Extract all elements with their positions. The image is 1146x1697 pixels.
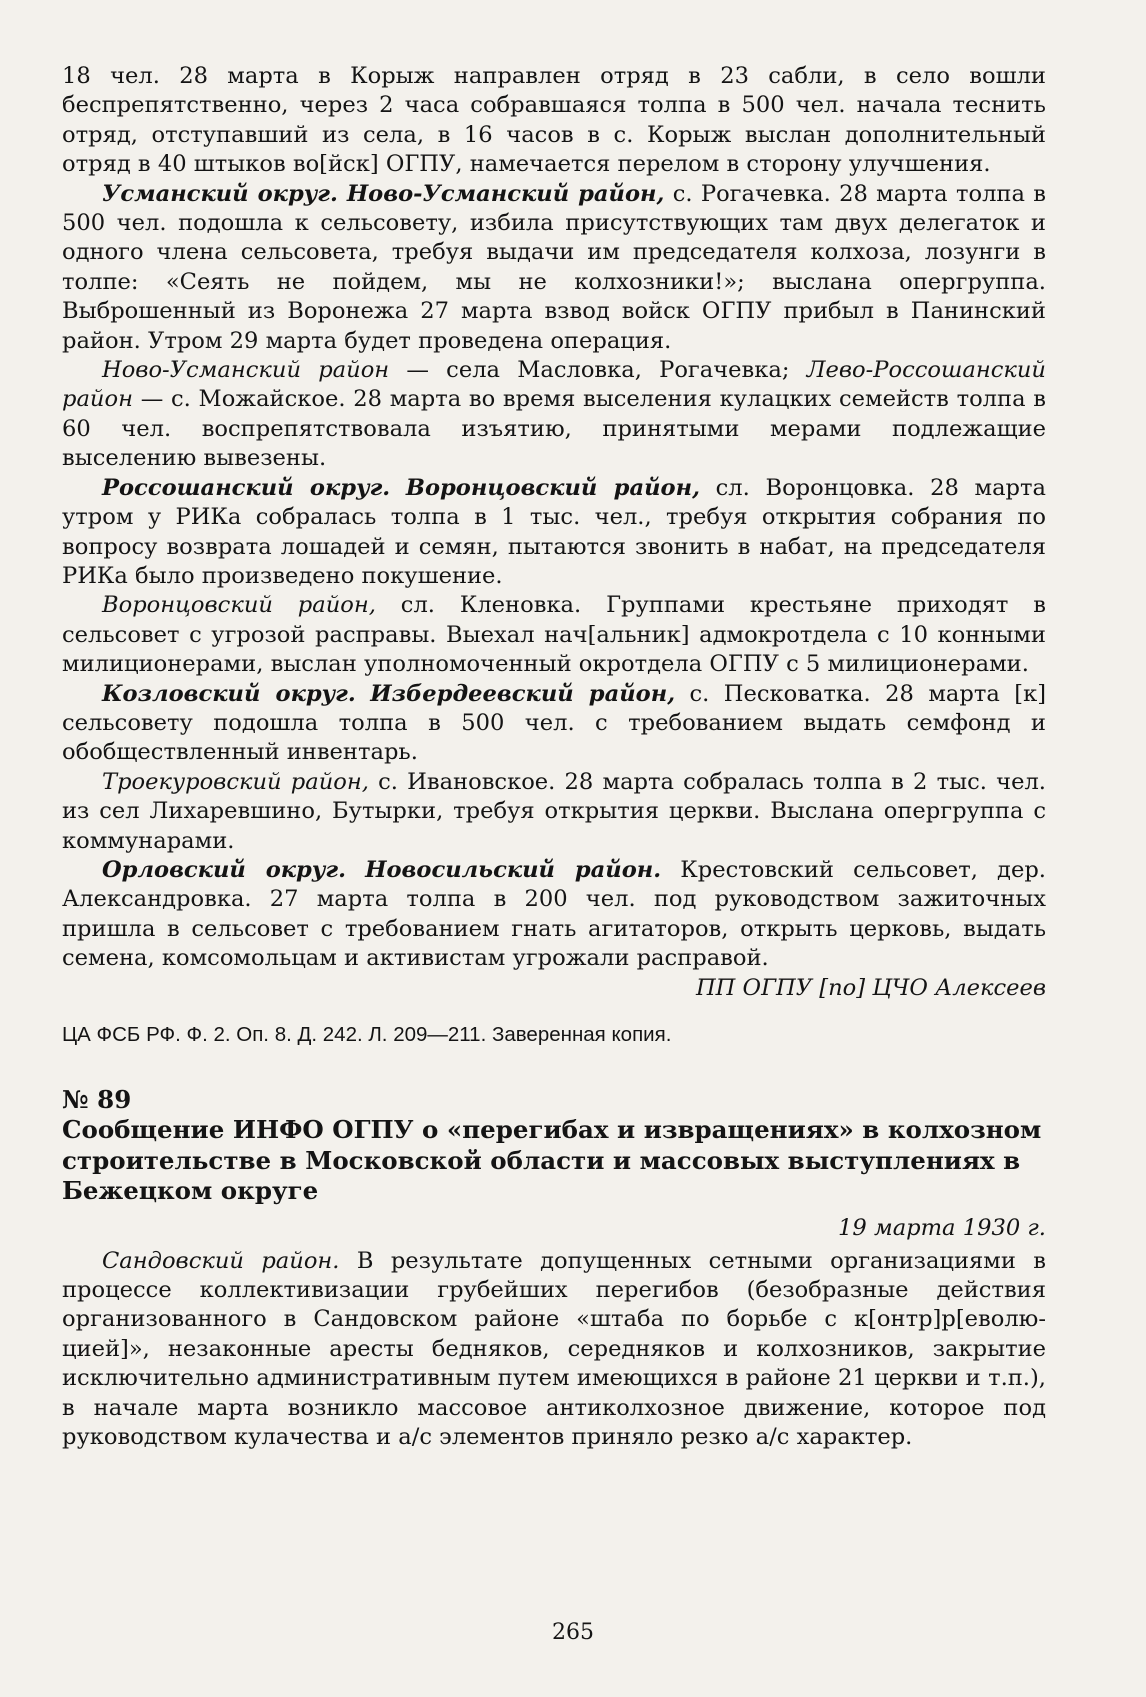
region-heading: Новосильский район. [365, 856, 662, 883]
paragraph-text: — села Масловка, Рогачевка; [389, 357, 807, 384]
region-heading: Воронцовский район, [405, 474, 700, 501]
signature: ПП ОГПУ [по] ЦЧО Алексеев [695, 974, 1046, 1001]
document-date: 19 марта 1930 г. [838, 1214, 1046, 1241]
region-heading: Россошанский округ. [102, 474, 391, 501]
paragraph-text: с. Ивановское. 28 марта собралась толпа в 2 тыс. чел. из сел Лихаревшино, Бутырки, требуя открытия церкви. Выслана опергруппа с коммунарами. [62, 768, 1046, 854]
archive-source: ЦА ФСБ РФ. Ф. 2. Оп. 8. Д. 242. Л. 209—211. Заверенная копия. [62, 1023, 672, 1046]
paragraph-text: сл. Кленовка. Группами крестьяне приходят в сельсовет с угрозой расправы. Выехал нач[альник] адмокротдела с 10 конными милиционерами, выслан уполномоченный окротдела ОГПУ с 5 милиционерами. [62, 592, 1046, 678]
region-heading: Козловский округ. [102, 680, 356, 707]
paragraph-rossosh [62, 474, 1046, 592]
paragraph-text: — с. Можайское. 28 марта во время выселения кулацких семейств толпа в 60 чел. воспрепятствовала изъятию, принятыми мерами подлежащие выселению вывезены. [62, 386, 1046, 472]
document-title: Сообщение ИНФО ОГПУ о «перегибах и извращениях» в колхозном строительстве в Московской области и массовых выступлениях в Бежецком округе [62, 1115, 1042, 1205]
paragraph-troekurov [62, 768, 1046, 856]
paragraph-text: сл. Воронцовка. 28 марта утром у РИКа собралась толпа в 1 тыс. чел., требуя открытия собрания по вопросу возврата лошадей и семян, пытаются звонить в набат, на председателя РИКа было произведено покушение. [62, 474, 1046, 589]
region-heading: Избердеевский район, [370, 680, 676, 707]
paragraph-kozlov [62, 680, 1046, 768]
paragraph-orlov [62, 856, 1046, 974]
document-number: № 89 [62, 1085, 132, 1114]
paragraph-text: Крестовский сельсовет, дер. Александровка. 27 марта толпа в 200 чел. под руководством зажиточных пришла в сельсовет с требованием гнать агитаторов, открыть церковь, выдать семена, комсомольцам и активистам угрожали расправой. [62, 856, 1046, 972]
paragraph-sandovo [62, 1247, 1046, 1453]
region-heading: Лево-Россошанский район [62, 357, 1046, 413]
region-heading: Сандовский район. [102, 1247, 340, 1274]
paragraph-text: с. Рогачевка. 28 марта толпа в 500 чел. подошла к сельсовету, избила присутствующих там двух делегаток и одного члена сельсовета, требуя выдачи им председателя колхоза, лозунги в толпе: «Сеять не пойдем, мы не колхозники!»; выслана опергруппа. Выброшенный из Воронежа 27 марта взвод войск ОГПУ прибыл в Панинский район. Утром 29 марта будет проведена операция. [62, 180, 1046, 354]
paragraph-korysh: 18 чел. 28 марта в Корыж направлен отряд в 23 сабли, в село вошли беспрепятственно, через 2 часа собравшаяся толпа в 500 чел. начала теснить отряд, отступавший из села, в 16 часов в с. Корыж выслан дополнительный отряд в 40 штыков во[йск] ОГПУ, намечается перелом в сторону улучшения. [62, 63, 1046, 178]
paragraph-vorontsov [62, 591, 1046, 679]
region-heading: Ново-Усманский район [102, 357, 390, 384]
region-heading: Воронцовский район, [102, 592, 376, 619]
page-number: 265 [552, 1620, 594, 1645]
paragraph-text: В результате допущенных сетными организациями в процессе коллективизации грубейших перегибов (безобразные действия организованного в Сандовском районе «штаба по борьбе с к[онтр]р[еволюцией]», незаконные аресты бедняков, середняков и колхозников, закрытие исключительно административным путем имеющихся в районе 21 церкви и т.п.), в начале марта возникло массовое антиколхозное движение, которое под руководством кулачества и а/с элементов приняло резко а/с характер. [62, 1247, 1046, 1450]
region-heading: Орловский округ. [102, 856, 346, 883]
region-heading: Усманский округ. Ново-Усманский район, [102, 180, 665, 207]
region-heading: Троекуровский район, [102, 768, 369, 795]
paragraph-usman [62, 180, 1046, 356]
paragraph-novo-usman [62, 356, 1046, 474]
paragraph-text: с. Песковатка. 28 марта [к] сельсовету подошла толпа в 500 чел. с требованием выдать семфонд и обобществленный инвентарь. [62, 680, 1047, 766]
